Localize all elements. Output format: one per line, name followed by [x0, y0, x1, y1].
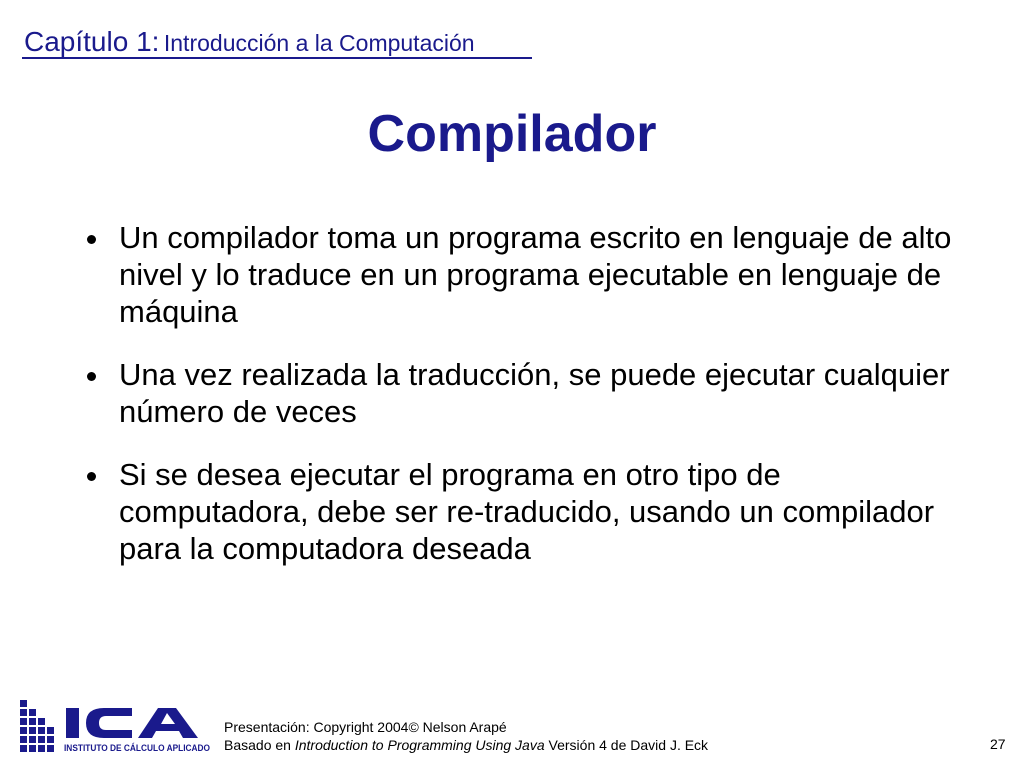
chapter-label: Capítulo 1:: [24, 26, 160, 57]
bullet-dot-icon: [87, 372, 96, 381]
bullet-list: [82, 219, 962, 593]
bullet-item: [82, 219, 962, 330]
bullet-item: [82, 356, 962, 430]
bullet-text: Una vez realizada la traducción, se puede ejecutar cualquier número de veces: [119, 357, 950, 429]
footer-book-title: Introduction to Programming Using Java: [294, 737, 545, 753]
ica-logo-icon: [20, 700, 212, 756]
header-underline: [22, 57, 532, 59]
footer-copyright: Presentación: Copyright 2004© Nelson Arapé: [224, 719, 507, 735]
footer-source-suffix: Versión 4 de David J. Eck: [548, 737, 709, 753]
footer-credits: [224, 718, 708, 754]
chapter-header: [24, 26, 475, 58]
bullet-dot-icon: [87, 235, 96, 244]
page-number: 27: [990, 736, 1006, 752]
bullet-item: [82, 456, 962, 567]
chapter-subtitle: Introducción a la Computación: [163, 30, 475, 56]
bullet-dot-icon: [87, 472, 96, 481]
bullet-text: Un compilador toma un programa escrito en lenguaje de alto nivel y lo traduce en un programa ejecutable en lenguaje de máquina: [119, 220, 952, 329]
svg-text:INSTITUTO DE CÁLCULO APLICADO: INSTITUTO DE CÁLCULO APLICADO: [64, 743, 210, 754]
footer-source: [224, 736, 708, 754]
bullet-text: Si se desea ejecutar el programa en otro tipo de computadora, debe ser re-traducido, usando un compilador para la computadora deseada: [119, 457, 935, 566]
footer-source-prefix: Basado en: [224, 737, 291, 753]
slide-title: Compilador: [367, 105, 657, 163]
